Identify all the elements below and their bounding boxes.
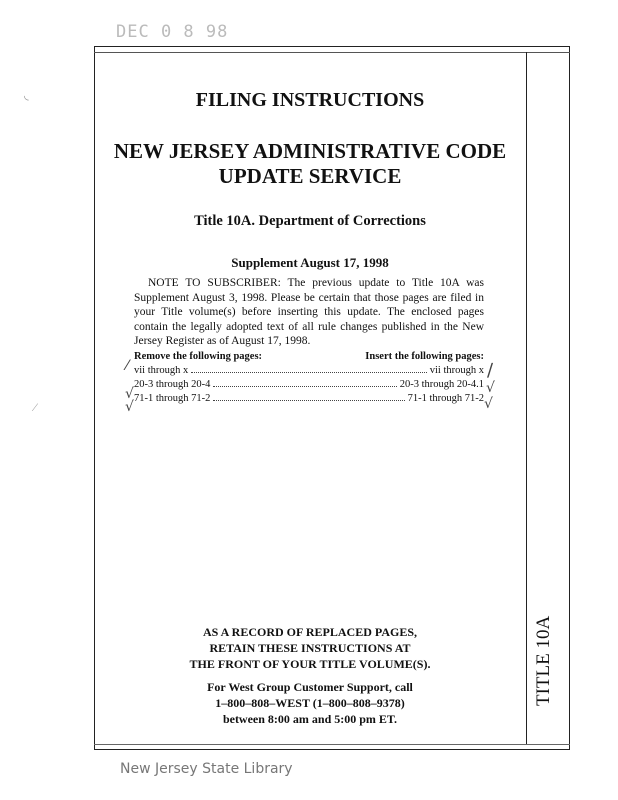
leader-dots [191, 372, 427, 373]
leader-dots [213, 400, 404, 401]
support-line-1: For West Group Customer Support, call [207, 680, 413, 694]
record-line-3: THE FRONT OF YOUR TITLE VOLUME(S). [189, 657, 431, 671]
page-title: FILING INSTRUCTIONS [195, 89, 425, 111]
record-instructions [140, 624, 480, 672]
received-date-stamp: DEC 0 8 98 [116, 22, 229, 42]
customer-support [140, 679, 480, 727]
checkmark-icon: √ [486, 380, 495, 396]
code-title-line-1: NEW JERSEY ADMINISTRATIVE CODE [113, 139, 507, 163]
tab-divider [526, 52, 527, 744]
insert-pages: 71-1 through 71-2 [407, 393, 484, 404]
supplement-date: Supplement August 17, 1998 [231, 255, 389, 270]
support-line-3: between 8:00 am and 5:00 pm ET. [222, 712, 398, 726]
record-line-1: AS A RECORD OF REPLACED PAGES, [202, 625, 418, 639]
leader-dots [213, 386, 396, 387]
department-title: Title 10A. Department of Corrections [194, 213, 426, 229]
remove-pages: vii through x [134, 365, 189, 376]
support-line-2: 1–800–808–WEST (1–800–808–9378) [215, 696, 405, 710]
checkmark-icon: ∕ [487, 360, 494, 381]
scan-mark: ◟ [24, 88, 29, 102]
table-row [134, 364, 484, 378]
code-title-line-2: UPDATE SERVICE [218, 164, 402, 188]
scan-mark: ⁄ [34, 400, 37, 414]
table-row [134, 378, 484, 392]
pages-table [134, 351, 484, 406]
title-tab-label: TITLE 10A [533, 615, 554, 706]
insert-header: Insert the following pages: [365, 351, 484, 362]
remove-header: Remove the following pages: [134, 351, 263, 362]
checkmark-icon: √ [125, 399, 134, 415]
table-row [134, 392, 484, 406]
insert-pages: vii through x [429, 365, 484, 376]
remove-pages: 20-3 through 20-4 [134, 379, 211, 390]
insert-pages: 20-3 through 20-4.1 [399, 379, 484, 390]
subscriber-note [134, 276, 484, 349]
record-line-2: RETAIN THESE INSTRUCTIONS AT [209, 641, 411, 655]
library-stamp: New Jersey State Library [120, 761, 293, 777]
code-title [100, 139, 520, 189]
checkmark-icon: √ [484, 396, 493, 412]
checkmark-icon: √ [125, 386, 134, 402]
subscriber-note-text: NOTE TO SUBSCRIBER: The previous update to Title 10A was Supplement August 3, 1998. Please be certain that those pages are filed in your Title volume(s) before inserting this update. The enclosed pages contain the legally adopted text of all rule changes published in the New Jersey Register as of August 17, 1998. [134, 277, 484, 348]
frame-top-rule [94, 52, 570, 53]
pages-table-header [134, 351, 484, 362]
remove-pages: 71-1 through 71-2 [134, 393, 211, 404]
frame-bottom-rule [94, 744, 570, 745]
checkmark-icon: ⁄ [126, 358, 129, 374]
